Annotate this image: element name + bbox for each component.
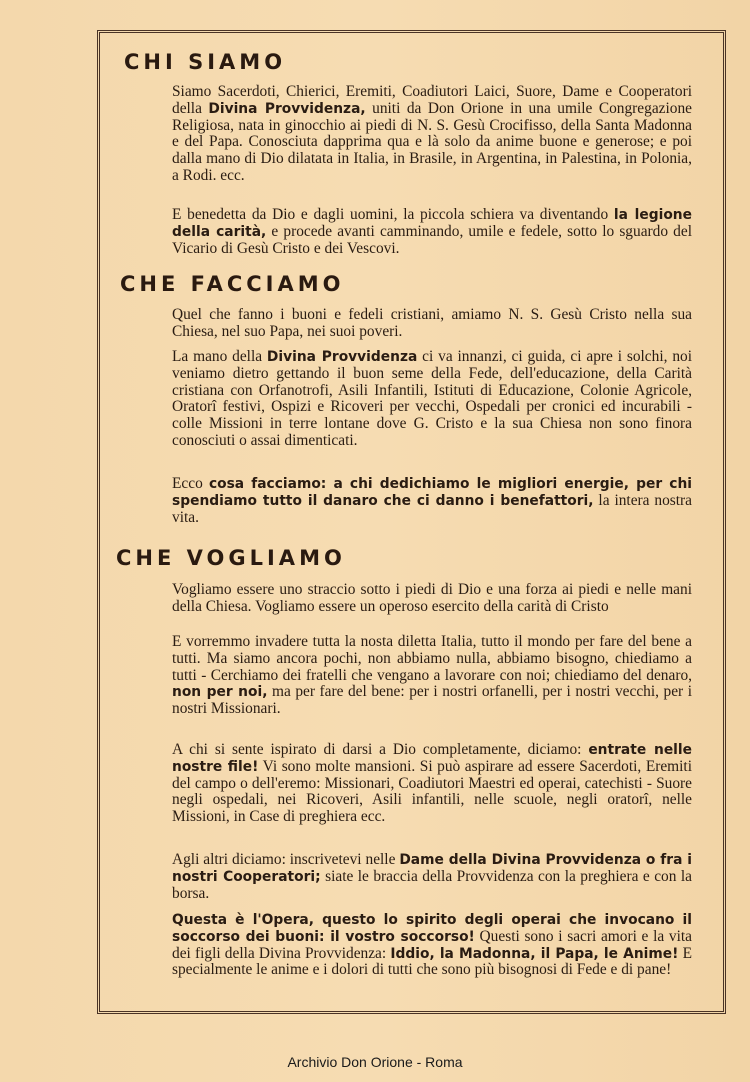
bold-phrase: non per noi,: [172, 684, 268, 701]
paragraph: [172, 476, 692, 526]
paragraph: [172, 582, 692, 616]
text-run: Quel che fanno i buoni e fedeli cristiani, amiamo N. S. Gesù Cristo nella sua Chiesa, nel suo Papa, nei suoi poveri.: [172, 306, 692, 340]
text-run: Questi sono i sacri amori e la vita dei figli della Divina Provvidenza:: [172, 927, 692, 962]
text-run: Vogliamo essere uno straccio sotto i piedi di Dio e una forza ai piedi e nelle mani della Chiesa. Vogliamo essere un operoso esercito della carità di Cristo: [172, 581, 692, 615]
text-run: E specialmente le anime e i dolori di tutti che sono più bisognosi di Fede e di pane!: [172, 944, 693, 979]
text-run: uniti da Don Orione in una umile Congregazione Religiosa, nata in ginocchio ai piedi di N. S. Gesù Crocifisso, della Santa Madonna e del Papa. Conosciuta dapprima qua e là solo da anime buone e generose; e poi dalla mano di Dio dilatata in Italia, in Brasile, in Argentina, in Palestina, in Polonia, a Rodi. ecc.: [172, 99, 692, 184]
paragraph: [172, 634, 692, 718]
text-run: Vi sono molte mansioni. Si può aspirare ad essere Sacerdoti, Eremiti del campo o dell'eremo: Missionari, Coadiutori Maestri ed operai, catechisti - Suore negli ospedali, nei Ricoveri, Asili infantili, nelle scuole, negli oratorî, nelle Missioni, in Case di preghiera ecc.: [172, 757, 692, 826]
paragraph: [172, 307, 692, 341]
text-run: la intera nostra vita.: [172, 491, 692, 526]
text-run: Siamo Sacerdoti, Chierici, Eremiti, Coadiutori Laici, Suore, Dame e Cooperatori della: [172, 83, 692, 117]
text-run: Ecco: [172, 475, 209, 492]
bold-phrase: Divina Provvidenza: [266, 349, 418, 365]
bold-phrase: Divina Provvidenza,: [208, 100, 366, 117]
paragraph: [172, 912, 692, 979]
paragraph: [172, 207, 692, 257]
text-run: ci va innanzi, ci guida, ci apre i solchi, noi veniamo dietro gettando il buon seme della Fede, dell'educazione, della Carità cristiana con Orfanotrofi, Asili Infantili, Istituti di Educazione, Colonie Agricole, Oratorî festivi, Ospizi e Ricoveri per vecchi, Ospedali per cronici ed incurabili - colle Missioni in terre lontane dove G. Cristo e la sua Chiesa non sono finora conosciuti o assai dimenticati.: [172, 348, 692, 449]
paragraph: [172, 84, 692, 185]
paragraph: [172, 742, 692, 826]
bold-phrase: Iddio, la Madonna, il Papa, le Anime!: [390, 945, 679, 962]
paragraph: [172, 852, 692, 902]
text-run: E vorremmo invadere tutta la nosta diletta Italia, tutto il mondo per fare del bene a tutti. Ma siamo ancora pochi, non abbiamo nulla, abbiamo bisogno, chiediamo a tutti - Cerchiamo dei fratelli che vengano a lavorare con noi; chiediamo del denaro,: [172, 633, 692, 684]
bold-phrase: cosa facciamo: a chi dedichiamo le migliori energie, per chi spendiamo tutto il danaro che ci danno i benefattori,: [172, 476, 692, 509]
section-heading-che-vogliamo: CHE VOGLIAMO: [116, 546, 346, 570]
section-heading-chi-siamo: CHI SIAMO: [124, 50, 287, 74]
text-run: siate le braccia della Provvidenza con la preghiera e con la borsa.: [172, 867, 692, 902]
bold-phrase: entrate nelle nostre file!: [172, 742, 693, 775]
section-heading-che-facciamo: CHE FACCIAMO: [120, 272, 345, 296]
bold-phrase: Questa è l'Opera, questo lo spirito degli operai che invocano il soccorso dei buoni: il vostro soccorso!: [172, 912, 692, 945]
bold-phrase: la legione della carità,: [172, 207, 692, 240]
text-run: La mano della: [172, 348, 267, 365]
text-run: A chi si sente ispirato di darsi a Dio completamente, diciamo:: [172, 741, 589, 758]
text-run: E benedetta da Dio e dagli uomini, la piccola schiera va diventando: [172, 206, 614, 223]
bold-phrase: Dame della Divina Provvidenza o fra i nostri Cooperatori;: [172, 852, 692, 885]
text-run: e procede avanti camminando, umile e fedele, sotto lo sguardo del Vicario di Gesù Cristo e dei Vescovi.: [172, 222, 692, 257]
archive-footer: Archivio Don Orione - Roma: [287, 1054, 463, 1070]
paragraph: [172, 349, 692, 450]
text-run: Agli altri diciamo: inscrivetevi nelle: [172, 851, 400, 868]
text-run: ma per fare del bene: per i nostri orfanelli, per i nostri vecchi, per i nostri Missionari.: [172, 683, 692, 718]
